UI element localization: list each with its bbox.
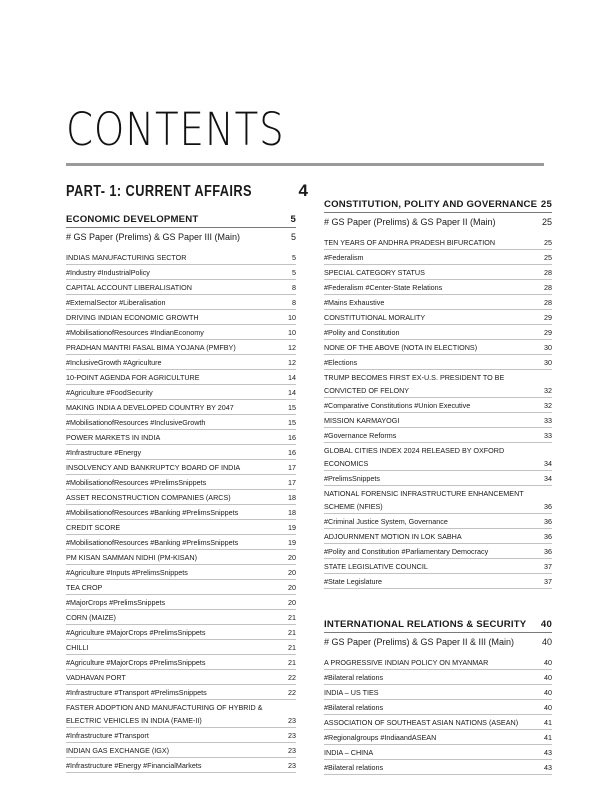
toc-entry-text: DRIVING INDIAN ECONOMIC GROWTH [66, 313, 199, 322]
toc-entry-page: 21 [288, 613, 296, 622]
toc-entry[interactable] [324, 715, 552, 730]
toc-entry[interactable] [324, 655, 552, 670]
toc-entry-page: 17 [288, 478, 296, 487]
toc-entry-page: 43 [544, 748, 552, 757]
toc-entry-text: POWER MARKETS IN INDIA [66, 433, 161, 442]
section-constitution-polity [324, 195, 552, 589]
toc-entry[interactable] [324, 559, 552, 574]
section-heading-label: CONSTITUTION, POLITY AND GOVERNANCE [324, 199, 538, 210]
toc-entry-text: ASSOCIATION OF SOUTHEAST ASIAN NATIONS (ASEAN) [324, 718, 519, 727]
toc-entry[interactable] [66, 385, 296, 400]
toc-entry-text: #ExternalSector #Liberalisation [66, 298, 166, 307]
toc-entry-text: PM KISAN SAMMAN NIDHI (PM-KISAN) [66, 553, 197, 562]
section-subtitle [324, 213, 552, 231]
toc-entry-text: MISSION KARMAYOGI [324, 416, 400, 425]
toc-entry-page: 36 [544, 532, 552, 541]
toc-entry-text: #MobilisationofResources #InclusiveGrowth [66, 418, 206, 427]
toc-entry-text: INSOLVENCY AND BANKRUPTCY BOARD OF INDIA [66, 463, 241, 472]
toc-entry[interactable] [324, 544, 552, 559]
toc-entry-page: 18 [288, 493, 296, 502]
toc-entry-text: CONSTITUTIONAL MORALITY [324, 313, 426, 322]
toc-entry-text: #Infrastructure #Transport #PrelimsSnippets [66, 688, 207, 697]
toc-entry[interactable] [66, 610, 296, 625]
toc-entry-page: 10 [288, 328, 296, 337]
toc-entry[interactable] [66, 505, 296, 520]
toc-entry[interactable] [324, 574, 552, 589]
toc-entry[interactable] [324, 730, 552, 745]
toc-entry[interactable] [66, 625, 296, 640]
toc-entry-page: 8 [292, 298, 296, 307]
toc-entry-page: 14 [288, 373, 296, 382]
section-subtitle-page: 40 [541, 637, 552, 647]
toc-entry-text: STATE LEGISLATIVE COUNCIL [324, 562, 428, 571]
toc-entry-text: GLOBAL CITIES INDEX 2024 RELEASED BY OXFORD ECONOMICS [324, 446, 505, 468]
toc-entry-page: 40 [544, 673, 552, 682]
toc-entry-text: PRADHAN MANTRI FASAL BIMA YOJANA (PMFBY) [66, 343, 236, 352]
toc-entry-text: CHILLI [66, 643, 89, 652]
toc-entry-page: 23 [288, 761, 296, 770]
toc-entry-text: #MobilisationofResources #PrelimsSnippets [66, 478, 207, 487]
toc-entry-page: 21 [288, 628, 296, 637]
toc-entry-page: 19 [288, 538, 296, 547]
toc-entry-text: #Criminal Justice System, Governance [324, 517, 448, 526]
toc-entry[interactable] [324, 471, 552, 486]
toc-entry-page: 20 [288, 568, 296, 577]
toc-entry[interactable] [324, 398, 552, 413]
toc-entry-page: 15 [288, 418, 296, 427]
section-subtitle [324, 633, 552, 651]
toc-entry[interactable] [324, 413, 552, 428]
section-subtitle-page: 5 [290, 232, 296, 242]
toc-entry[interactable] [66, 400, 296, 415]
toc-entry-text: NATIONAL FORENSIC INFRASTRUCTURE ENHANCEMENT SCHEME (NFIES) [324, 489, 524, 511]
page-title: CONTENTS [66, 103, 285, 156]
toc-entry[interactable] [324, 514, 552, 529]
toc-entry-page: 32 [544, 386, 552, 395]
toc-entry-page: 22 [288, 673, 296, 682]
toc-entry-text: A PROGRESSIVE INDIAN POLICY ON MYANMAR [324, 658, 489, 667]
toc-entry[interactable] [324, 265, 552, 280]
toc-entry-text: #Infrastructure #Energy #FinancialMarkets [66, 761, 202, 770]
toc-entry-page: 37 [544, 577, 552, 586]
toc-entry-text: #Governance Reforms [324, 431, 397, 440]
toc-entry-page: 17 [288, 463, 296, 472]
toc-entry-text: INDIA – US TIES [324, 688, 379, 697]
toc-entry-page: 15 [288, 403, 296, 412]
section-heading[interactable] [324, 615, 552, 633]
toc-entry-text: #Agriculture #MajorCrops #PrelimsSnippets [66, 658, 206, 667]
toc-entry[interactable] [324, 355, 552, 370]
toc-entry-text: #Federalism [324, 253, 364, 262]
toc-entry-page: 33 [544, 416, 552, 425]
section-heading-page: 40 [540, 619, 552, 630]
toc-entry-page: 34 [544, 474, 552, 483]
toc-entry-page: 36 [544, 517, 552, 526]
toc-entry-text: #Polity and Constitution #Parliamentary Democracy [324, 547, 489, 556]
toc-entry-text: CREDIT SCORE [66, 523, 121, 532]
toc-entry[interactable] [66, 430, 296, 445]
toc-entry[interactable] [66, 565, 296, 580]
toc-entry[interactable] [66, 685, 296, 700]
toc-entry-page: 25 [544, 238, 552, 247]
toc-entry[interactable] [324, 250, 552, 265]
toc-entry[interactable] [66, 595, 296, 610]
toc-entry-text: #InclusiveGrowth #Agriculture [66, 358, 162, 367]
toc-entry[interactable] [66, 280, 296, 295]
title-divider [66, 163, 544, 166]
section-heading[interactable] [66, 210, 296, 228]
toc-entry[interactable] [324, 443, 552, 471]
toc-entry-text: #Infrastructure #Energy [66, 448, 142, 457]
toc-entry[interactable] [66, 250, 296, 265]
toc-entry[interactable] [324, 670, 552, 685]
toc-entry-page: 23 [288, 716, 296, 725]
toc-entry-page: 23 [288, 746, 296, 755]
part-page: 4 [298, 181, 308, 200]
toc-entry-text: #Federalism #Center-State Relations [324, 283, 443, 292]
toc-entry-page: 20 [288, 598, 296, 607]
toc-entry-page: 29 [544, 313, 552, 322]
toc-entry-page: 16 [288, 448, 296, 457]
toc-entry-text: CORN (MAIZE) [66, 613, 116, 622]
toc-entry-text: #Bilateral relations [324, 673, 384, 682]
toc-entry-page: 20 [288, 553, 296, 562]
toc-entry-text: INDIA – CHINA [324, 748, 374, 757]
toc-entry-page: 5 [292, 268, 296, 277]
toc-entry-text: CAPITAL ACCOUNT LIBERALISATION [66, 283, 192, 292]
toc-entry-page: 30 [544, 343, 552, 352]
toc-entry-page: 10 [288, 313, 296, 322]
section-subtitle-label: # GS Paper (Prelims) & GS Paper III (Main) [66, 232, 241, 242]
toc-entry-text: TRUMP BECOMES FIRST EX-U.S. PRESIDENT TO BE CONVICTED OF FELONY [324, 373, 505, 395]
toc-entry-page: 25 [544, 253, 552, 262]
toc-entry[interactable] [66, 670, 296, 685]
toc-entry-text: #Regionalgroups #IndiaandASEAN [324, 733, 437, 742]
toc-entry-page: 36 [544, 502, 552, 511]
toc-entry[interactable] [324, 700, 552, 715]
toc-entry[interactable] [324, 529, 552, 544]
section-heading-page: 5 [290, 214, 296, 225]
section-economic-development [66, 210, 296, 773]
toc-entry-page: 28 [544, 298, 552, 307]
section-international-relations [324, 615, 552, 775]
toc-entry-text: #MajorCrops #PrelimsSnippets [66, 598, 166, 607]
toc-entry[interactable] [66, 655, 296, 670]
toc-entry[interactable] [66, 310, 296, 325]
toc-entry-text: 10-POINT AGENDA FOR AGRICULTURE [66, 373, 200, 382]
toc-entry-page: 12 [288, 343, 296, 352]
toc-entry[interactable] [66, 520, 296, 535]
toc-entry-text: #Polity and Constitution [324, 328, 400, 337]
toc-entry-page: 33 [544, 431, 552, 440]
part-heading [66, 176, 308, 202]
toc-entry[interactable] [324, 235, 552, 250]
toc-entry-page: 41 [544, 718, 552, 727]
left-column [66, 176, 308, 773]
toc-entry-text: #Industry #IndustrialPolicy [66, 268, 150, 277]
toc-entry-page: 36 [544, 547, 552, 556]
toc-entry-page: 12 [288, 358, 296, 367]
toc-entry-page: 40 [544, 703, 552, 712]
toc-entry-text: #MobilisationofResources #Banking #PrelimsSnippets [66, 508, 239, 517]
toc-entry-text: #Elections [324, 358, 358, 367]
toc-entry-text: TEA CROP [66, 583, 103, 592]
toc-entry-page: 23 [288, 731, 296, 740]
toc-entry[interactable] [66, 295, 296, 310]
section-subtitle-label: # GS Paper (Prelims) & GS Paper II (Main) [324, 217, 496, 227]
toc-entry-text: INDIAS MANUFACTURING SECTOR [66, 253, 187, 262]
toc-entry[interactable] [66, 475, 296, 490]
toc-entry[interactable] [66, 340, 296, 355]
part-title: PART- 1: CURRENT AFFAIRS [66, 183, 252, 200]
toc-entry-text: ASSET RECONSTRUCTION COMPANIES (ARCS) [66, 493, 231, 502]
toc-entry-text: #Comparative Constitutions #Union Executive [324, 401, 471, 410]
toc-entry-text: NONE OF THE ABOVE (NOTA IN ELECTIONS) [324, 343, 478, 352]
toc-entry[interactable] [324, 760, 552, 775]
toc-entry[interactable] [66, 445, 296, 460]
toc-entry-page: 20 [288, 583, 296, 592]
toc-entry-page: 5 [292, 253, 296, 262]
section-subtitle [66, 228, 296, 246]
toc-entry-page: 40 [544, 658, 552, 667]
toc-entry-page: 30 [544, 358, 552, 367]
toc-entry-text: #Agriculture #Inputs #PrelimsSnippets [66, 568, 188, 577]
toc-entry-page: 29 [544, 328, 552, 337]
toc-entry-page: 22 [288, 688, 296, 697]
toc-entry-text: #Bilateral relations [324, 703, 384, 712]
toc-entry[interactable] [66, 700, 296, 728]
section-heading-page: 25 [540, 199, 552, 210]
toc-entry[interactable] [324, 310, 552, 325]
toc-entry-text: SPECIAL CATEGORY STATUS [324, 268, 425, 277]
section-subtitle-label: # GS Paper (Prelims) & GS Paper II & III (Main) [324, 637, 515, 647]
toc-entry[interactable] [66, 355, 296, 370]
toc-entry-text: ADJOURNMENT MOTION IN LOK SABHA [324, 532, 462, 541]
toc-entry-text: FASTER ADOPTION AND MANUFACTURING OF HYBRID & ELECTRIC VEHICLES IN INDIA (FAME-II) [66, 703, 263, 725]
toc-entry-page: 34 [544, 459, 552, 468]
toc-entry-page: 19 [288, 523, 296, 532]
toc-entry-page: 18 [288, 508, 296, 517]
toc-entry-page: 28 [544, 268, 552, 277]
toc-entry[interactable] [66, 265, 296, 280]
toc-entry[interactable] [66, 728, 296, 743]
toc-entry-text: #State Legislature [324, 577, 382, 586]
toc-entry[interactable] [66, 743, 296, 758]
toc-entry-page: 28 [544, 283, 552, 292]
toc-entry[interactable] [324, 486, 552, 514]
toc-entry[interactable] [66, 550, 296, 565]
toc-entry-page: 41 [544, 733, 552, 742]
section-heading-label: INTERNATIONAL RELATIONS & SECURITY [324, 619, 527, 630]
toc-entry-text: TEN YEARS OF ANDHRA PRADESH BIFURCATION [324, 238, 496, 247]
section-subtitle-page: 25 [541, 217, 552, 227]
toc-entry-page: 8 [292, 283, 296, 292]
toc-entry[interactable] [66, 535, 296, 550]
toc-entry[interactable] [324, 295, 552, 310]
toc-entry-text: #Agriculture #FoodSecurity [66, 388, 153, 397]
section-heading-label: ECONOMIC DEVELOPMENT [66, 214, 199, 225]
toc-entry-page: 21 [288, 643, 296, 652]
right-column [324, 176, 552, 775]
toc-entry[interactable] [324, 745, 552, 760]
toc-entry-page: 40 [544, 688, 552, 697]
toc-entry-text: #Bilateral relations [324, 763, 384, 772]
toc-entry-text: #Infrastructure #Transport [66, 731, 149, 740]
toc-entry[interactable] [66, 370, 296, 385]
toc-entry[interactable] [66, 460, 296, 475]
toc-entry-text: VADHAVAN PORT [66, 673, 126, 682]
toc-entry-page: 16 [288, 433, 296, 442]
toc-entry[interactable] [66, 325, 296, 340]
toc-entry[interactable] [324, 340, 552, 355]
toc-entry[interactable] [324, 685, 552, 700]
toc-entry-text: #PrelimsSnippets [324, 474, 380, 483]
toc-entry-text: MAKING INDIA A DEVELOPED COUNTRY BY 2047 [66, 403, 234, 412]
toc-entry[interactable] [66, 640, 296, 655]
toc-entry[interactable] [66, 415, 296, 430]
toc-entry-text: #MobilisationofResources #IndianEconomy [66, 328, 204, 337]
toc-entry[interactable] [324, 428, 552, 443]
toc-entry-page: 37 [544, 562, 552, 571]
toc-entry-page: 32 [544, 401, 552, 410]
toc-entry-text: #Mains Exhaustive [324, 298, 385, 307]
toc-entry[interactable] [324, 325, 552, 340]
toc-entry-text: #Agriculture #MajorCrops #PrelimsSnippets [66, 628, 206, 637]
toc-entry-page: 21 [288, 658, 296, 667]
toc-entry-page: 14 [288, 388, 296, 397]
toc-entry-text: INDIAN GAS EXCHANGE (IGX) [66, 746, 170, 755]
toc-entry-text: #MobilisationofResources #Banking #PrelimsSnippets [66, 538, 239, 547]
section-heading[interactable] [324, 195, 552, 213]
toc-entry[interactable] [66, 580, 296, 595]
toc-entry[interactable] [324, 370, 552, 398]
toc-entry-page: 43 [544, 763, 552, 772]
toc-entry[interactable] [66, 490, 296, 505]
toc-entry[interactable] [66, 758, 296, 773]
toc-entry[interactable] [324, 280, 552, 295]
